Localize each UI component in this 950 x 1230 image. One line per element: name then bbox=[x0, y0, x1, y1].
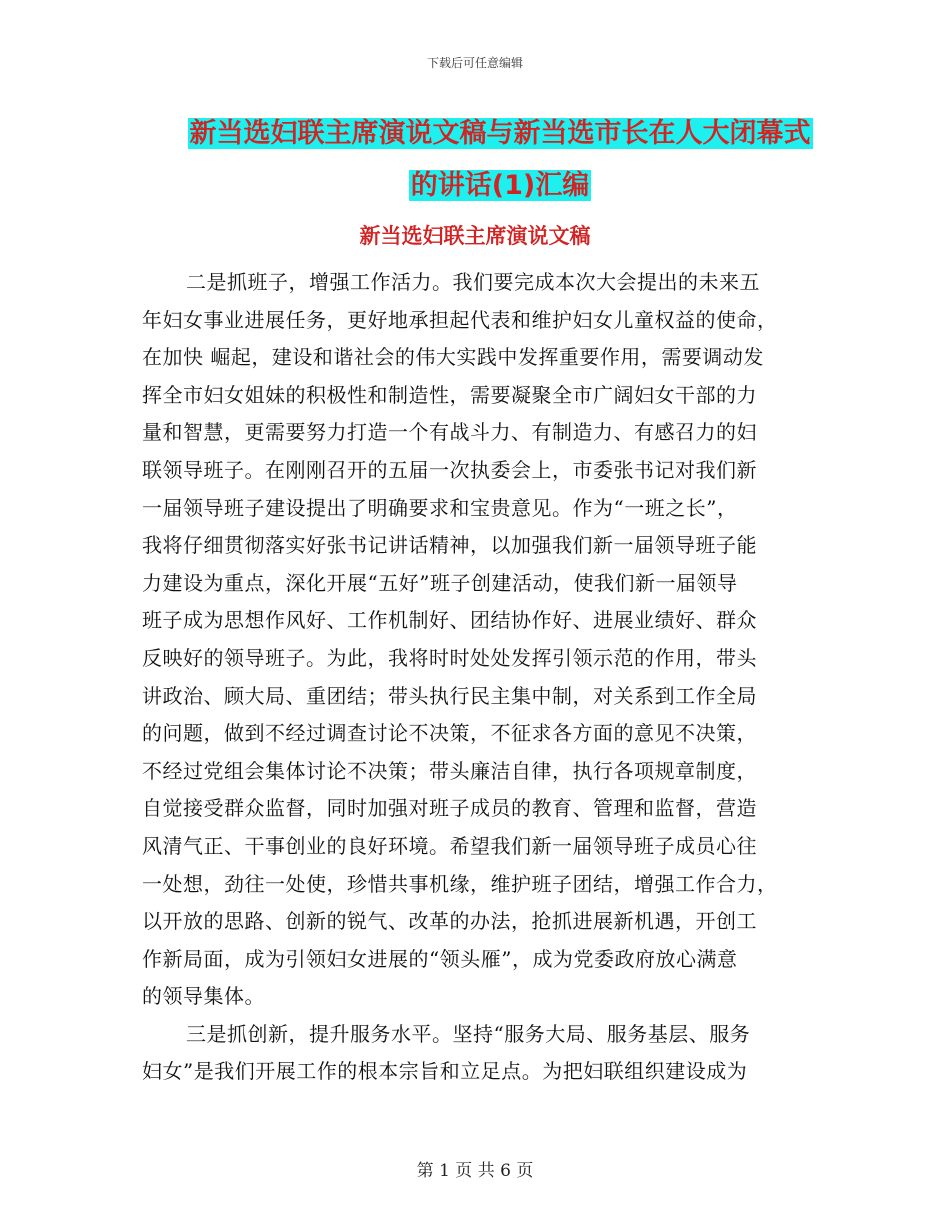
document-title bbox=[150, 108, 850, 212]
body-line: 班子成为思想作风好、工作机制好、团结协作好、进展业绩好、群众 bbox=[142, 608, 757, 633]
body-line: 自觉接受群众监督，同时加强对班子成员的教育、管理和监督，营造 bbox=[142, 796, 757, 821]
body-line: 二是抓班子，增强工作活力。我们要完成本次大会提出的未来五 bbox=[186, 270, 760, 294]
document-title-line-2: 的讲话(1)汇编 bbox=[410, 170, 590, 201]
body-line: 作新局面，成为引领妇女进展的“领头雁”，成为党委政府放心满意 bbox=[142, 946, 738, 971]
body-line: 在加快 崛起，建设和谐社会的伟大实践中发挥重要作用，需要调动发 bbox=[142, 345, 764, 370]
body-line: 我将仔细贯彻落实好张书记讲话精神，以加强我们新一届领导班子能 bbox=[142, 533, 757, 558]
body-line: 挥全市妇女姐妹的积极性和制造性，需要凝聚全市广阔妇女干部的力 bbox=[142, 382, 757, 407]
page-footer: 第 1 页 共 6 页 bbox=[416, 1161, 534, 1181]
body-line: 妇女”是我们开展工作的根本宗旨和立足点。为把妇联组织建设成为 bbox=[142, 1059, 748, 1084]
body-line: 量和智慧，更需要努力打造一个有战斗力、有制造力、有感召力的妇 bbox=[142, 420, 757, 445]
header-note: 下载后可任意编辑 bbox=[426, 56, 523, 70]
body-line: 一处想，劲往一处使，珍惜共事机缘，维护班子团结，增强工作合力， bbox=[142, 871, 778, 896]
section-title: 新当选妇联主席演说文稿 bbox=[359, 224, 591, 248]
body-line: 讲政治、顾大局、重团结；带头执行民主集中制，对关系到工作全局 bbox=[142, 683, 757, 708]
body-line: 三是抓创新，提升服务水平。坚持“服务大局、服务基层、服务 bbox=[186, 1021, 751, 1046]
body-line: 力建设为重点，深化开展“五好”班子创建活动，使我们新一届领导 bbox=[142, 570, 738, 595]
body-text bbox=[142, 264, 810, 1091]
body-line: 风清气正、干事创业的良好环境。希望我们新一届领导班子成员心往 bbox=[142, 833, 757, 858]
body-line: 反映好的领导班子。为此，我将时时处处发挥引领示范的作用，带头 bbox=[142, 645, 757, 670]
body-line: 联领导班子。在刚刚召开的五届一次执委会上，市委张书记对我们新 bbox=[142, 457, 757, 482]
document-title-line-1: 新当选妇联主席演说文稿与新当选市长在人大闭幕式 bbox=[189, 118, 811, 149]
body-line: 一届领导班子建设提出了明确要求和宝贵意见。作为“一班之长”， bbox=[142, 495, 738, 520]
body-line: 不经过党组会集体讨论不决策；带头廉洁自律，执行各项规章制度， bbox=[142, 758, 757, 783]
body-line: 以开放的思路、创新的锐气、改革的办法，抢抓进展新机遇，开创工 bbox=[142, 909, 757, 934]
body-line: 的领导集体。 bbox=[142, 984, 265, 1009]
body-line: 年妇女事业进展任务，更好地承担起代表和维护妇女儿童权益的使命， bbox=[142, 307, 778, 332]
body-line: 的问题，做到不经过调查讨论不决策，不征求各方面的意见不决策， bbox=[142, 721, 757, 746]
